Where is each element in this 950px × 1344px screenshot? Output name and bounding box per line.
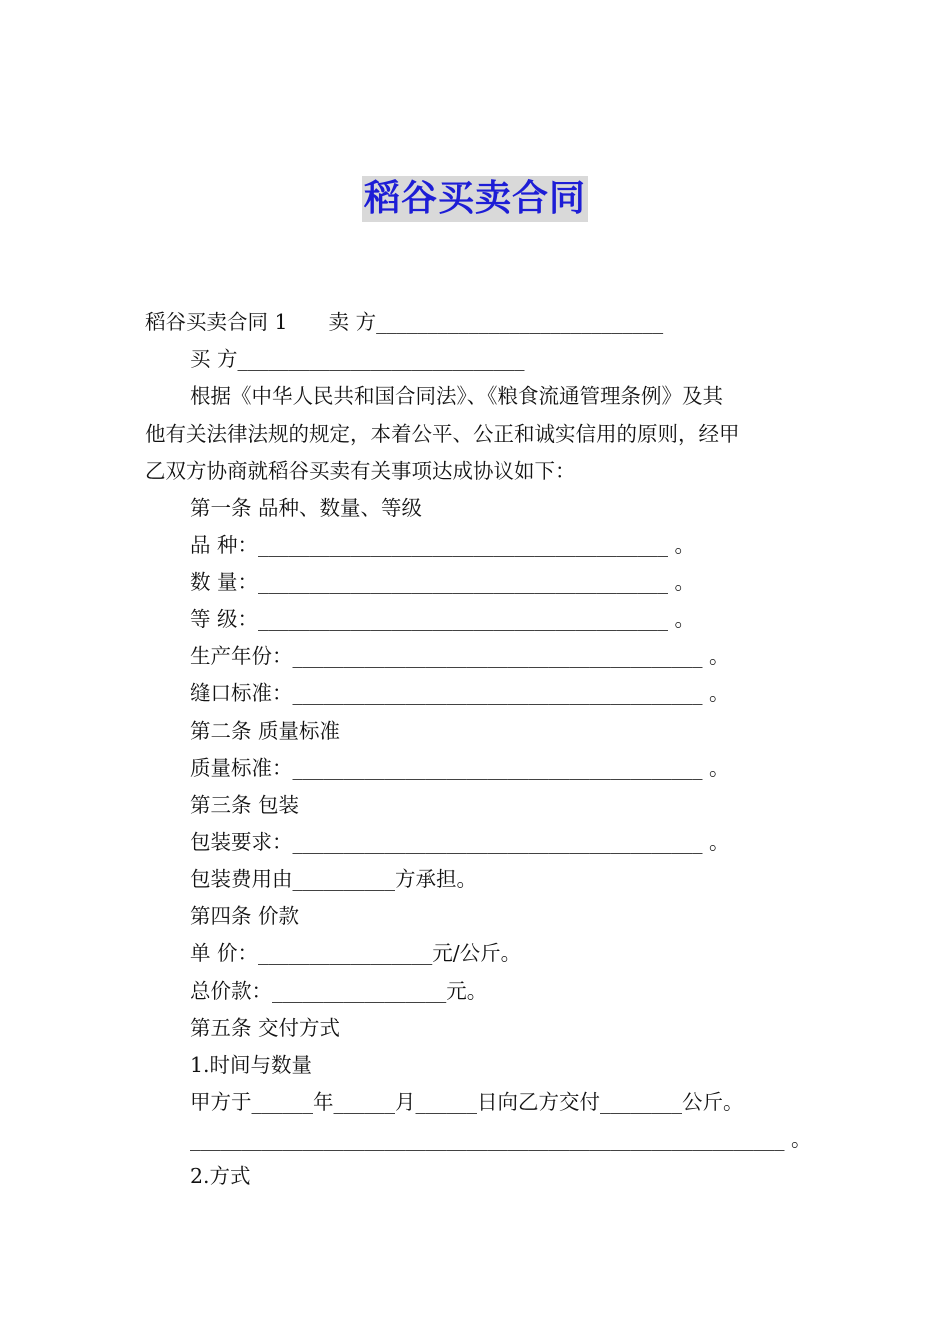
article-5-heading: 第五条 交付方式 (190, 1016, 341, 1040)
unit-price-field: 单 价：_________________元/公斤。 (190, 941, 522, 965)
article-4-heading: 第四条 价款 (190, 904, 300, 928)
article-1-heading: 第一条 品种、数量、等级 (190, 496, 423, 520)
time-quantity-subheading: 1.时间与数量 (190, 1053, 313, 1077)
variety-field: 品 种：________________________________________ 。 (190, 533, 696, 557)
quantity-field: 数 量：________________________________________ 。 (190, 570, 696, 594)
quality-standard-field: 质量标准：________________________________________ 。 (190, 756, 730, 780)
seam-standard-field: 缝口标准：________________________________________ 。 (190, 681, 730, 705)
production-year-field: 生产年份：________________________________________ 。 (190, 644, 730, 668)
preamble-line-3: 乙双方协商就稻谷买卖有关事项达成协议如下： (145, 459, 576, 483)
total-price-field: 总价款：_________________元。 (190, 979, 488, 1003)
intro-seller-line: 稻谷买卖合同 1 卖 方____________________________ (145, 310, 664, 334)
method-subheading: 2.方式 (190, 1164, 251, 1188)
delivery-date-line: 甲方于______年______月______日向乙方交付________公斤。 (190, 1090, 744, 1114)
preamble-line-2: 他有关法律法规的规定，本着公平、公正和诚实信用的原则，经甲 (145, 422, 740, 446)
preamble-line-1: 根据《中华人民共和国合同法》、《粮食流通管理条例》及其 (190, 384, 723, 408)
packaging-cost-line: 包装费用由__________方承担。 (190, 867, 477, 891)
article-3-heading: 第三条 包装 (190, 793, 300, 817)
title-container (0, 176, 950, 222)
grade-field: 等 级：________________________________________ 。 (190, 607, 696, 631)
buyer-line: 买 方____________________________ (190, 347, 525, 371)
document-title: 稻谷买卖合同 (362, 176, 588, 222)
packaging-requirement-field: 包装要求：________________________________________ 。 (190, 830, 730, 854)
blank-line: __________________________________________________________ 。 (190, 1127, 812, 1151)
article-2-heading: 第二条 质量标准 (190, 719, 341, 743)
